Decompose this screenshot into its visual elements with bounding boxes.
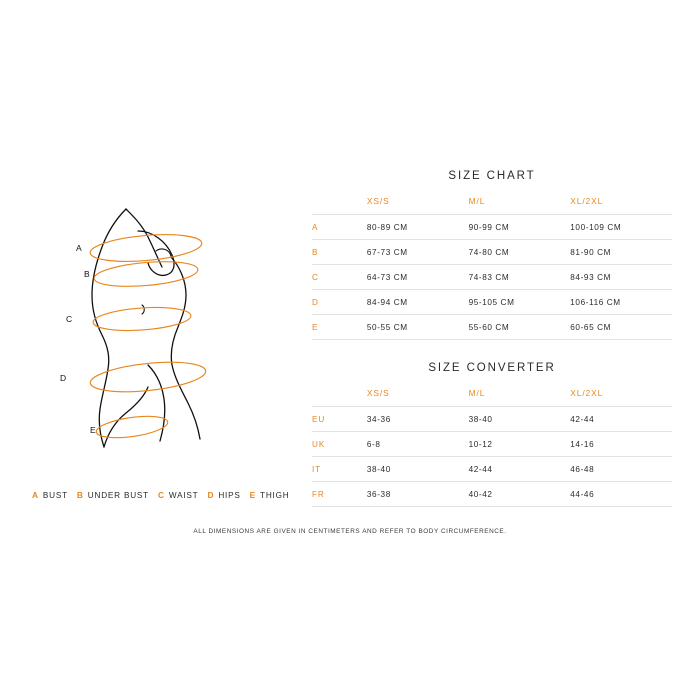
marker-label-b: B — [84, 269, 91, 279]
table-row — [312, 457, 672, 482]
marker-label-e: E — [90, 425, 97, 435]
cell-value: 6-8 — [367, 432, 469, 457]
legend-label: THIGH — [260, 491, 290, 500]
cell-value: 64-73 CM — [367, 265, 469, 290]
legend-item — [32, 490, 68, 500]
column-header-m-l: M/L — [468, 388, 486, 398]
table-row — [312, 432, 672, 457]
column-header-xl-2xl: XL/2XL — [570, 196, 604, 206]
row-label: E — [312, 315, 367, 340]
legend-item — [250, 490, 290, 500]
row-label: D — [312, 290, 367, 315]
cell-value: 38-40 — [367, 457, 469, 482]
table-header-row — [312, 196, 672, 215]
footnote: ALL DIMENSIONS ARE GIVEN IN CENTIMETERS AND REFER TO BODY CIRCUMFERENCE. — [193, 528, 507, 535]
cell-value: 67-73 CM — [367, 240, 469, 265]
legend-key: D — [207, 490, 215, 500]
cell-value: 90-99 CM — [469, 215, 571, 240]
marker-label-c: C — [66, 314, 73, 324]
legend-item — [158, 490, 198, 500]
cell-value: 55-60 CM — [469, 315, 571, 340]
column-header-blank — [312, 388, 367, 407]
marker-label-a: A — [76, 243, 83, 253]
legend-key: B — [76, 490, 84, 500]
legend-label: UNDER BUST — [87, 491, 149, 500]
row-label: A — [312, 215, 367, 240]
row-label: UK — [312, 432, 367, 457]
column-header-xs-s: XS/S — [366, 196, 390, 206]
cell-value: 74-83 CM — [469, 265, 571, 290]
measurement-legend — [32, 490, 312, 500]
cell-value: 81-90 CM — [570, 240, 672, 265]
legend-key: E — [249, 490, 257, 500]
cell-value: 40-42 — [469, 482, 571, 507]
row-label: B — [312, 240, 367, 265]
size-converter-title: SIZE CONVERTER — [428, 362, 556, 374]
table-row — [312, 407, 672, 432]
cell-value: 42-44 — [570, 407, 672, 432]
size-chart-title: SIZE CHART — [448, 170, 536, 182]
size-tables — [312, 170, 672, 507]
cell-value: 74-80 CM — [469, 240, 571, 265]
cell-value: 50-55 CM — [367, 315, 469, 340]
legend-key: C — [158, 490, 165, 500]
table-row — [312, 215, 672, 240]
cell-value: 42-44 — [469, 457, 571, 482]
size-converter-table — [312, 388, 672, 507]
table-header-row — [312, 388, 672, 407]
table-row — [312, 315, 672, 340]
row-label: EU — [312, 407, 367, 432]
legend-label: HIPS — [218, 491, 241, 500]
legend-item — [207, 490, 240, 500]
legend-item — [77, 490, 149, 500]
table-row — [312, 265, 672, 290]
cell-value: 60-65 CM — [570, 315, 672, 340]
cell-value: 95-105 CM — [469, 290, 571, 315]
table-row — [312, 482, 672, 507]
size-chart-block — [312, 170, 672, 340]
cell-value: 10-12 — [469, 432, 571, 457]
column-header-blank — [312, 196, 367, 215]
column-header-xs-s: XS/S — [366, 388, 390, 398]
cell-value: 44-46 — [570, 482, 672, 507]
cell-value: 84-93 CM — [570, 265, 672, 290]
cell-value: 84-94 CM — [367, 290, 469, 315]
row-label: IT — [312, 457, 367, 482]
size-converter-block — [312, 362, 672, 507]
cell-value: 100-109 CM — [570, 215, 672, 240]
column-header-xl-2xl: XL/2XL — [570, 388, 604, 398]
cell-value: 80-89 CM — [367, 215, 469, 240]
legend-label: BUST — [42, 491, 68, 500]
cell-value: 36-38 — [367, 482, 469, 507]
cell-value: 38-40 — [469, 407, 571, 432]
cell-value: 106-116 CM — [570, 290, 672, 315]
size-chart-table — [312, 196, 672, 340]
legend-label: WAIST — [168, 491, 199, 500]
row-label: FR — [312, 482, 367, 507]
marker-label-d: D — [60, 373, 67, 383]
body-measurement-diagram — [30, 195, 295, 455]
table-row — [312, 290, 672, 315]
cell-value: 14-16 — [570, 432, 672, 457]
column-header-m-l: M/L — [468, 196, 486, 206]
legend-key: A — [32, 490, 39, 500]
cell-value: 34-36 — [367, 407, 469, 432]
cell-value: 46-48 — [570, 457, 672, 482]
table-row — [312, 240, 672, 265]
row-label: C — [312, 265, 367, 290]
